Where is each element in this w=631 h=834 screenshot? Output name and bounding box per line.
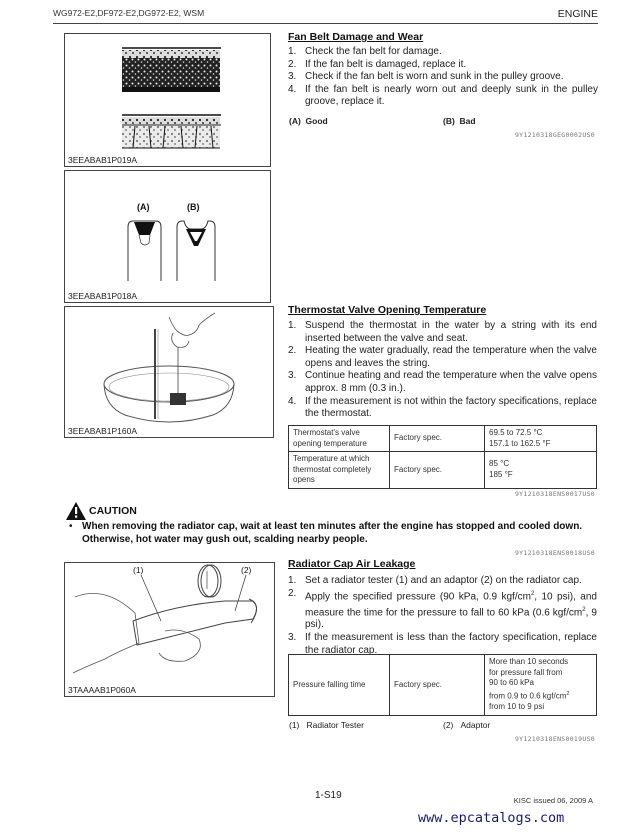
step-item: 4. If the measurement is not within the factory specifications, replace the thermostat. — [288, 395, 597, 420]
warning-triangle-icon — [66, 502, 86, 520]
thermostat-in-water-illustration — [65, 307, 273, 425]
step-item: 3. Continue heating and read the temperature when the valve opens approx. 8 mm (0.3 in.). — [288, 370, 597, 394]
figure-id-label: 3EEABAB1P160A — [68, 426, 137, 436]
step-item: 1. Check the fan belt for damage. — [288, 46, 442, 57]
radiator-cap-title: Radiator Cap Air Leakage — [288, 558, 416, 570]
callout-adaptor: (2) — [241, 565, 252, 575]
header-divider — [53, 23, 598, 24]
fan-belt-title: Fan Belt Damage and Wear — [288, 31, 424, 43]
step-item: 2. Apply the specified pressure (90 kPa, 0.9 kgf/$cm^2$, 10 psi), and measure the time for the pressure to fall to 60 kPa (0.6 kgf/$cm^2$, 9 psi). — [288, 587, 597, 631]
spec-type: Factory spec. — [390, 452, 485, 489]
figure-id-label: 3TAAAAB1P060A — [68, 685, 136, 695]
tag-bad: (B) — [187, 202, 200, 212]
thermostat-title: Thermostat Valve Opening Temperature — [288, 304, 487, 316]
figure-belt-groove — [64, 170, 271, 303]
radiator-cap-spec-table — [288, 654, 597, 716]
manual-model-header: WG972-E2,DF972-E2,DG972-E2, WSM — [53, 8, 205, 18]
figure-radiator-tester — [64, 562, 275, 697]
step-item: 3. Check if the fan belt is worn and sunk in the pulley groove. — [288, 71, 564, 83]
spec-type: Factory spec. — [390, 655, 485, 716]
doc-code: 9Y1210318ENS0019US0 — [514, 735, 595, 743]
table-row — [289, 452, 597, 489]
figure-id-label: 3EEABAB1P018A — [68, 291, 137, 301]
caution-text: • When removing the radiator cap, wait at least ten minutes after the engine has stopped and cooled down. Otherwise, hot water may gush out, scalding nearby people. — [69, 521, 583, 545]
spec-value: More than 10 seconds for pressure fall from 90 to 60 kPa from 0.9 to 0.6 kgf/$cm^2$ from 10 to 9 psi — [485, 655, 597, 716]
step-item: 2. If the fan belt is damaged, replace it. — [288, 58, 467, 70]
caution-heading — [66, 502, 137, 520]
bullet: • — [69, 521, 73, 532]
spec-item: Pressure falling time — [289, 655, 390, 716]
radiator-tester-illustration — [65, 563, 274, 683]
callout-tester: (1) — [133, 565, 144, 575]
doc-code: 9Y1210318GEG0002US0 — [514, 131, 595, 139]
caution-label: CAUTION — [89, 505, 137, 517]
spec-type: Factory spec. — [390, 426, 485, 452]
step-item: 1. Set a radiator tester (1) and an adaptor (2) on the radiator cap. — [288, 575, 582, 586]
belt-cross-section-illustration — [65, 34, 270, 152]
legend-adaptor: (2) Adaptor — [443, 720, 491, 730]
issue-info: KISC issued 06, 2009 A — [513, 796, 593, 805]
spec-item: Temperature at which thermostat completely opens — [289, 452, 390, 489]
step-item: 2. Heating the water gradually, read the temperature when the valve opens and leaves the string. — [288, 345, 597, 369]
page-number: 1-S19 — [315, 790, 342, 801]
tag-good: (A) — [137, 202, 150, 212]
figure-id-label: 3EEABAB1P019A — [68, 155, 137, 165]
step-item: 3. If the measurement is less than the factory specification, replace the radiator cap. — [288, 632, 597, 656]
step-item: 1. Suspend the thermostat in the water by a string with its end inserted between the valve and seat. — [288, 320, 597, 344]
section-header: ENGINE — [557, 8, 598, 20]
step-item: 4. If the fan belt is nearly worn out and deeply sunk in the pulley groove, replace it. — [288, 83, 598, 108]
thermostat-spec-table — [288, 425, 597, 489]
spec-item: Thermostat's valve opening temperature — [289, 426, 390, 452]
doc-code: 9Y1210318ENS0017US0 — [514, 490, 595, 498]
thermostat-steps — [288, 320, 597, 421]
legend-radiator-tester: (1) Radiator Tester — [289, 720, 364, 730]
spec-value: 69.5 to 72.5 °C 157.1 to 162.5 °F — [485, 426, 597, 452]
doc-code: 9Y1210318ENS0018US0 — [514, 549, 595, 557]
fan-belt-steps — [288, 46, 598, 109]
figure-belt-wear — [64, 33, 271, 167]
watermark-link[interactable]: www.epcatalogs.com — [418, 810, 565, 826]
pulley-groove-illustration — [65, 171, 270, 302]
table-row — [289, 655, 597, 716]
figure-thermostat-test — [64, 306, 274, 438]
radiator-cap-steps — [288, 575, 597, 657]
spec-value: 85 °C 185 °F — [485, 452, 597, 489]
table-row — [289, 426, 597, 452]
legend-bad: (B) Bad — [443, 116, 476, 126]
legend-good: (A) Good — [289, 116, 328, 126]
